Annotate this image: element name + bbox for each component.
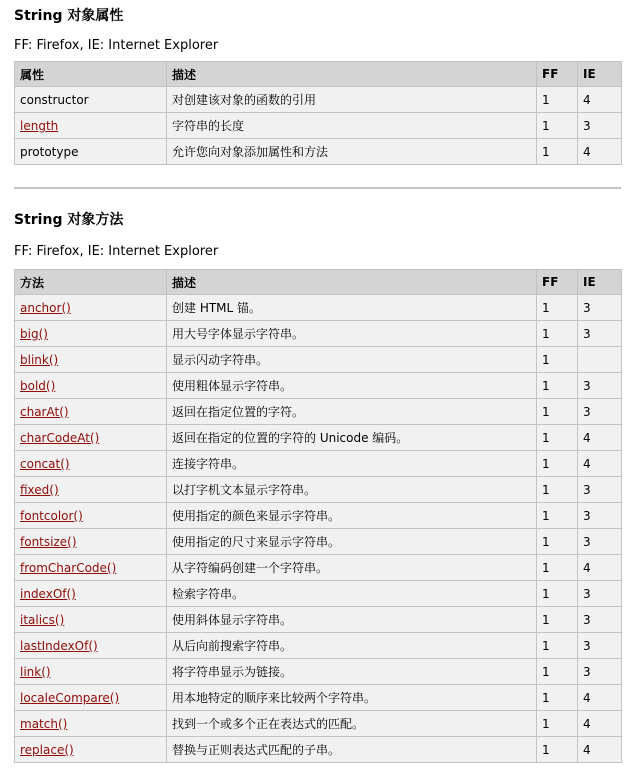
method-link[interactable]: replace()	[20, 742, 74, 757]
methods-section	[14, 210, 621, 763]
method-name-cell	[15, 711, 167, 737]
method-description: 使用指定的颜色来显示字符串。	[167, 503, 537, 529]
method-description: 用本地特定的顺序来比较两个字符串。	[167, 685, 537, 711]
method-name-cell	[15, 347, 167, 373]
method-name-cell	[15, 425, 167, 451]
ie-version: 4	[578, 737, 622, 763]
ie-version: 4	[578, 711, 622, 737]
method-link[interactable]: link()	[20, 664, 51, 679]
column-header-ff: FF	[537, 62, 578, 87]
method-link[interactable]: blink()	[20, 352, 59, 367]
ff-version: 1	[537, 87, 578, 113]
ie-version: 3	[578, 295, 622, 321]
methods-table	[14, 269, 622, 763]
method-description: 替换与正则表达式匹配的子串。	[167, 737, 537, 763]
ie-version: 3	[578, 633, 622, 659]
properties-table	[14, 61, 622, 165]
table-row	[15, 737, 622, 763]
methods-table-body	[15, 295, 622, 763]
column-header-method: 方法	[15, 270, 167, 295]
method-link[interactable]: big()	[20, 326, 48, 341]
table-row	[15, 685, 622, 711]
property-description: 字符串的长度	[167, 113, 537, 139]
ff-version: 1	[537, 113, 578, 139]
properties-section	[14, 6, 621, 165]
ff-version: 1	[537, 295, 578, 321]
method-link[interactable]: fontsize()	[20, 534, 77, 549]
method-link[interactable]: charCodeAt()	[20, 430, 100, 445]
column-header-ie: IE	[578, 62, 622, 87]
methods-title: String 对象方法	[14, 212, 124, 228]
method-link[interactable]: indexOf()	[20, 586, 76, 601]
ie-version: 3	[578, 321, 622, 347]
method-description: 返回在指定位置的字符。	[167, 399, 537, 425]
method-description: 返回在指定的位置的字符的 Unicode 编码。	[167, 425, 537, 451]
ie-version: 3	[578, 529, 622, 555]
property-name: prototype	[15, 139, 167, 165]
ie-version: 4	[578, 451, 622, 477]
property-name: constructor	[15, 87, 167, 113]
method-link[interactable]: bold()	[20, 378, 56, 393]
method-name-cell	[15, 737, 167, 763]
method-description: 创建 HTML 锚。	[167, 295, 537, 321]
ie-version: 3	[578, 659, 622, 685]
table-row	[15, 321, 622, 347]
ie-version: 3	[578, 373, 622, 399]
table-row	[15, 581, 622, 607]
table-row	[15, 425, 622, 451]
method-name-cell	[15, 529, 167, 555]
method-name-cell	[15, 321, 167, 347]
ff-version: 1	[537, 477, 578, 503]
method-description: 将字符串显示为链接。	[167, 659, 537, 685]
ie-version: 3	[578, 581, 622, 607]
table-row	[15, 373, 622, 399]
ie-version: 3	[578, 399, 622, 425]
column-header-property: 属性	[15, 62, 167, 87]
method-link[interactable]: localeCompare()	[20, 690, 120, 705]
method-name-cell	[15, 477, 167, 503]
ff-version: 1	[537, 659, 578, 685]
method-link[interactable]: anchor()	[20, 300, 71, 315]
method-link[interactable]: lastIndexOf()	[20, 638, 98, 653]
ff-version: 1	[537, 451, 578, 477]
methods-header-row	[15, 270, 622, 295]
table-row	[15, 295, 622, 321]
method-link[interactable]: match()	[20, 716, 68, 731]
ff-version: 1	[537, 503, 578, 529]
property-description: 对创建该对象的函数的引用	[167, 87, 537, 113]
column-header-ie: IE	[578, 270, 622, 295]
ff-version: 1	[537, 425, 578, 451]
method-description: 从后向前搜索字符串。	[167, 633, 537, 659]
table-row	[15, 477, 622, 503]
property-link-length[interactable]: length	[20, 118, 59, 133]
ff-version: 1	[537, 139, 578, 165]
table-row	[15, 139, 622, 165]
ie-version: 4	[578, 685, 622, 711]
table-row	[15, 503, 622, 529]
method-description: 连接字符串。	[167, 451, 537, 477]
method-name-cell	[15, 503, 167, 529]
method-name-cell	[15, 451, 167, 477]
method-description: 使用粗体显示字符串。	[167, 373, 537, 399]
methods-legend: FF: Firefox, IE: Internet Explorer	[14, 244, 219, 259]
properties-title: String 对象属性	[14, 8, 124, 24]
properties-legend: FF: Firefox, IE: Internet Explorer	[14, 38, 219, 53]
ff-version: 1	[537, 529, 578, 555]
method-description: 找到一个或多个正在表达式的匹配。	[167, 711, 537, 737]
ff-version: 1	[537, 399, 578, 425]
method-link[interactable]: concat()	[20, 456, 70, 471]
table-row	[15, 607, 622, 633]
table-row	[15, 633, 622, 659]
ff-version: 1	[537, 607, 578, 633]
method-name-cell	[15, 581, 167, 607]
method-description: 显示闪动字符串。	[167, 347, 537, 373]
ie-version: 4	[578, 139, 622, 165]
property-name-cell	[15, 113, 167, 139]
column-header-description: 描述	[167, 62, 537, 87]
ff-version: 1	[537, 711, 578, 737]
table-row	[15, 399, 622, 425]
method-description: 以打字机文本显示字符串。	[167, 477, 537, 503]
ie-version: 4	[578, 555, 622, 581]
method-description: 检索字符串。	[167, 581, 537, 607]
method-name-cell	[15, 555, 167, 581]
ie-version: 3	[578, 607, 622, 633]
method-name-cell	[15, 633, 167, 659]
method-name-cell	[15, 373, 167, 399]
ff-version: 1	[537, 737, 578, 763]
ie-version	[578, 347, 622, 373]
ff-version: 1	[537, 373, 578, 399]
ff-version: 1	[537, 685, 578, 711]
method-name-cell	[15, 295, 167, 321]
method-description: 使用指定的尺寸来显示字符串。	[167, 529, 537, 555]
ff-version: 1	[537, 347, 578, 373]
table-row	[15, 711, 622, 737]
method-name-cell	[15, 607, 167, 633]
ff-version: 1	[537, 581, 578, 607]
ie-version: 4	[578, 425, 622, 451]
ff-version: 1	[537, 321, 578, 347]
method-link[interactable]: fromCharCode()	[20, 560, 117, 575]
method-link[interactable]: italics()	[20, 612, 65, 627]
method-link[interactable]: fixed()	[20, 482, 59, 497]
properties-header-row	[15, 62, 622, 87]
method-link[interactable]: charAt()	[20, 404, 69, 419]
table-row	[15, 555, 622, 581]
column-header-ff: FF	[537, 270, 578, 295]
ie-version: 3	[578, 503, 622, 529]
method-name-cell	[15, 659, 167, 685]
table-row	[15, 529, 622, 555]
method-name-cell	[15, 685, 167, 711]
ff-version: 1	[537, 555, 578, 581]
method-description: 从字符编码创建一个字符串。	[167, 555, 537, 581]
ie-version: 4	[578, 87, 622, 113]
section-divider	[14, 187, 621, 189]
table-row	[15, 347, 622, 373]
method-description: 使用斜体显示字符串。	[167, 607, 537, 633]
table-row	[15, 113, 622, 139]
column-header-description: 描述	[167, 270, 537, 295]
property-description: 允许您向对象添加属性和方法	[167, 139, 537, 165]
method-name-cell	[15, 399, 167, 425]
method-description: 用大号字体显示字符串。	[167, 321, 537, 347]
ie-version: 3	[578, 113, 622, 139]
table-row	[15, 87, 622, 113]
method-link[interactable]: fontcolor()	[20, 508, 83, 523]
ff-version: 1	[537, 633, 578, 659]
table-row	[15, 451, 622, 477]
ie-version: 3	[578, 477, 622, 503]
table-row	[15, 659, 622, 685]
